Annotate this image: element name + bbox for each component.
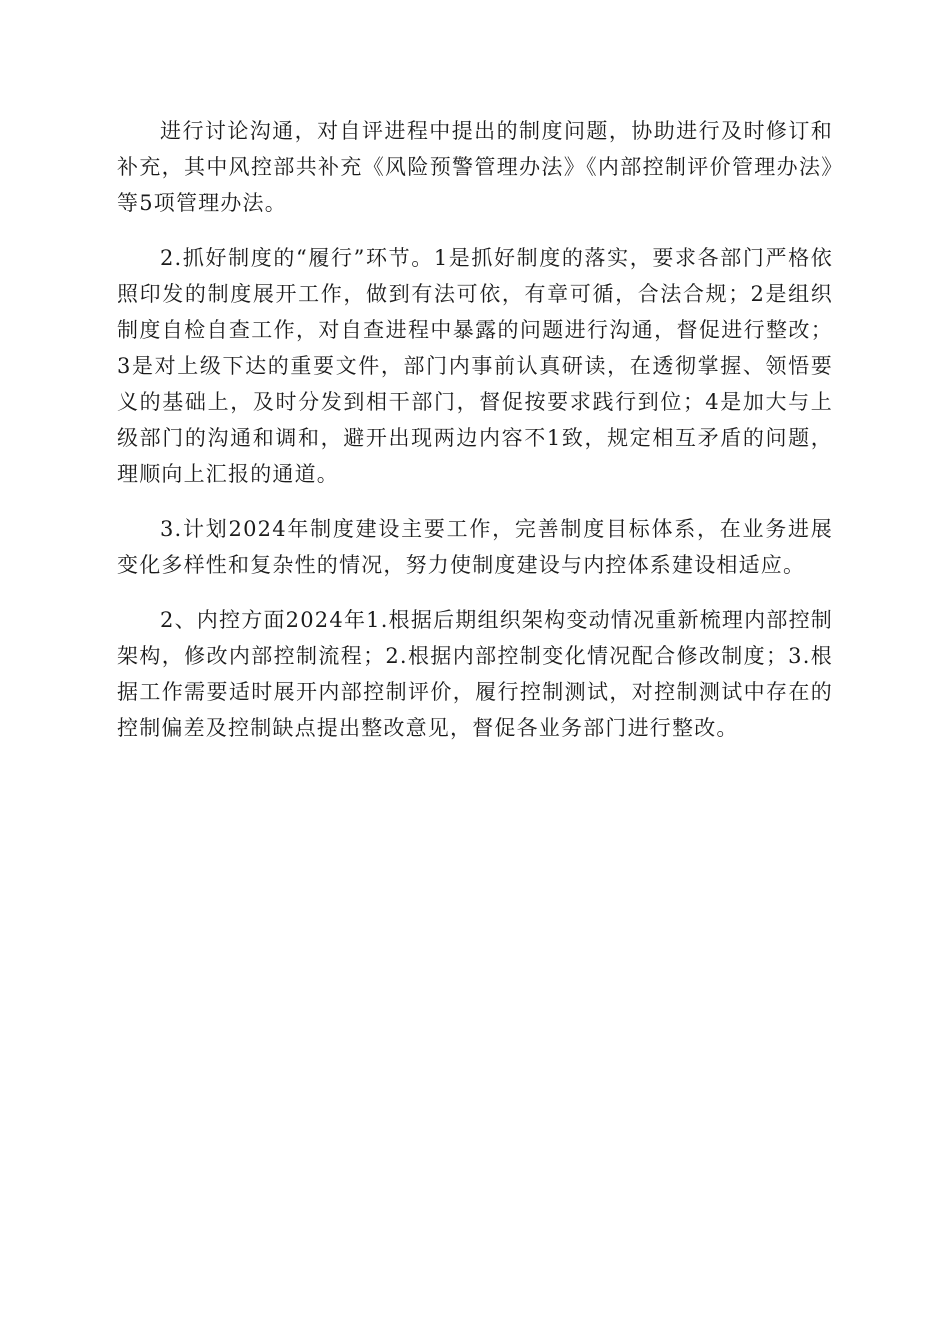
document-body xyxy=(117,113,833,765)
paragraph-continuation: 进行讨论沟通，对自评进程中提出的制度问题，协助进行及时修订和补充，其中风控部共补充《风险预警管理办法》《内部控制评价管理办法》等5项管理办法。 xyxy=(117,119,833,215)
paragraph-2024-plan: 3.计划2024年制度建设主要工作，完善制度目标体系，在业务进展变化多样性和复杂性的情况，努力使制度建设与内控体系建设相适应。 xyxy=(117,517,833,577)
paragraph-system-implementation: 2.抓好制度的“履行”环节。1是抓好制度的落实，要求各部门严格依照印发的制度展开工作，做到有法可依，有章可循，合法合规；2是组织制度自检自查工作，对自查进程中暴露的问题进行沟通，督促进行整改；3是对上级下达的重要文件，部门内事前认真研读，在透彻掌握、领悟要义的基础上，及时分发到相干部门，督促按要求践行到位；4是加大与上级部门的沟通和调和，避开出现两边内容不1致，规定相互矛盾的问题，理顺向上汇报的通道。 xyxy=(117,246,833,486)
paragraph-internal-control: 2、内控方面2024年1.根据后期组织架构变动情况重新梳理内部控制架构，修改内部控制流程；2.根据内部控制变化情况配合修改制度；3.根据工作需要适时展开内部控制评价，履行控制测试，对控制测试中存在的控制偏差及控制缺点提出整改意见，督促各业务部门进行整改。 xyxy=(117,608,833,740)
